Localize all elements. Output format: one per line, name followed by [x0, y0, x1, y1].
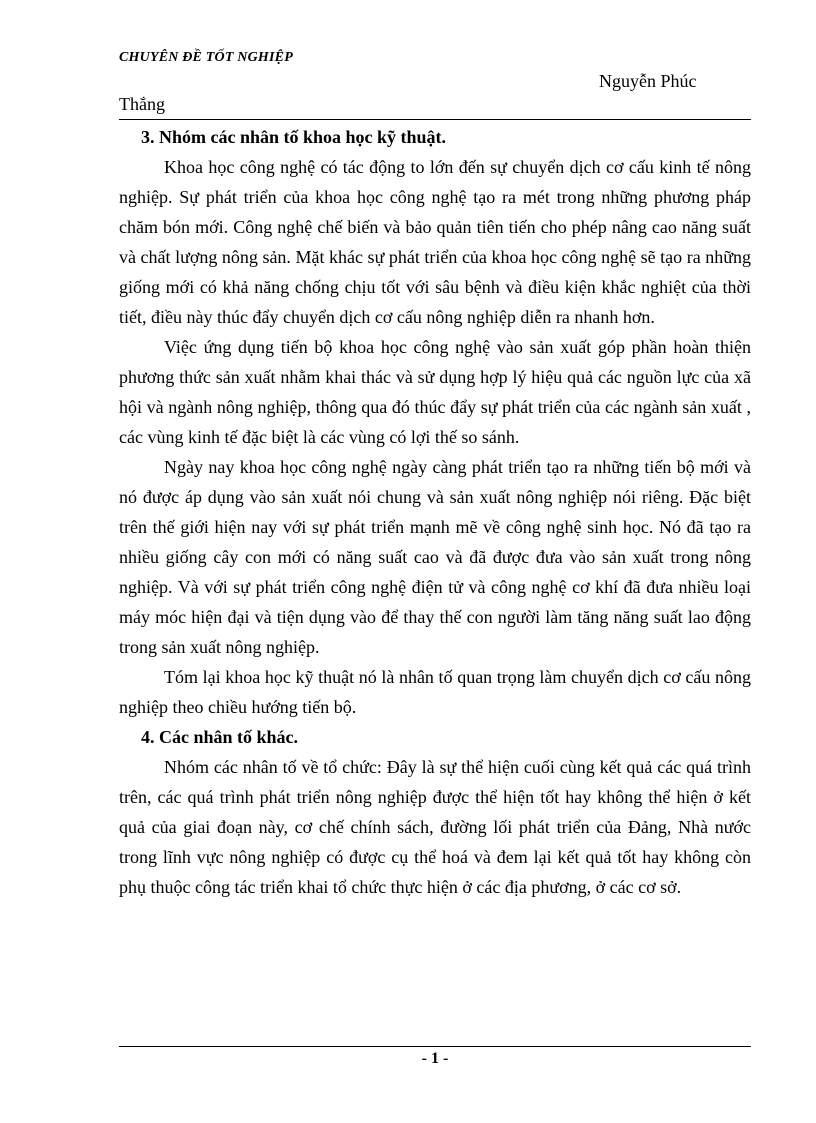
header-author-name: Nguyễn Phúc: [599, 71, 697, 91]
paragraph: Khoa học công nghệ có tác động to lớn đến sự chuyển dịch cơ cấu kinh tế nông nghiệp. Sự phát triển của khoa học công nghệ tạo ra mét trong những phương pháp chăm bón mới. Công nghệ chế biến và bảo quản tiên tiến cho phép nâng cao năng suất và chất lượng nông sản. Mặt khác sự phát triển của khoa học công nghệ sẽ tạo ra những giống mới có khả năng chống chịu tốt với sâu bệnh và điều kiện khắc nghiệt của thời tiết, điều này thúc đẩy chuyển dịch cơ cấu nông nghiệp diễn ra nhanh hơn.: [119, 157, 751, 327]
document-header-title: CHUYÊN ĐỀ TỐT NGHIỆP: [119, 50, 293, 65]
document-body: [119, 122, 751, 902]
header-divider: [119, 119, 751, 120]
paragraph: Ngày nay khoa học công nghệ ngày càng phát triển tạo ra những tiến bộ mới và nó được áp dụng vào sản xuất nói chung và sản xuất nông nghiệp nói riêng. Đặc biệt trên thế giới hiện nay với sự phát triển mạnh mẽ về công nghệ sinh học. Nó đã tạo ra nhiều giống cây con mới có năng suất cao và đã được đưa vào sản xuất trong nông nghiệp. Và với sự phát triển công nghệ điện tử và công nghệ cơ khí đã đưa nhiều loại máy móc hiện đại và tiện dụng vào để thay thế con người làm tăng năng suất lao động trong sản xuất nông nghiệp.: [119, 457, 751, 657]
paragraph: Tóm lại khoa học kỹ thuật nó là nhân tố quan trọng làm chuyển dịch cơ cấu nông nghiệp theo chiều hướng tiến bộ.: [119, 667, 751, 717]
footer-divider: [119, 1046, 751, 1047]
paragraph: Việc ứng dụng tiến bộ khoa học công nghệ vào sản xuất góp phần hoàn thiện phương thức sản xuất nhằm khai thác và sử dụng hợp lý hiệu quả các nguồn lực của xã hội và ngành nông nghiệp, thông qua đó thúc đẩy sự phát triển của các ngành sản xuất , các vùng kinh tế đặc biệt là các vùng có lợi thế so sánh.: [119, 337, 751, 447]
section-heading-science-technology: 3. Nhóm các nhân tố khoa học kỹ thuật.: [141, 127, 447, 147]
section-heading-other-factors: 4. Các nhân tố khác.: [141, 727, 299, 747]
page-number: - 1 -: [421, 1050, 449, 1067]
paragraph: Nhóm các nhân tố về tổ chức: Đây là sự thể hiện cuối cùng kết quả các quá trình trên, các quá trình phát triển nông nghiệp được thể hiện tốt hay không thể hiện ở kết quả của giai đoạn này, cơ chế chính sách, đường lối phát triển của Đảng, Nhà nước trong lĩnh vực nông nghiệp có được cụ thể hoá và đem lại kết quả tốt hay không còn phụ thuộc công tác triển khai tổ chức thực hiện ở các địa phương, ở các cơ sở.: [119, 757, 751, 897]
header-author-name-continued: Thắng: [119, 94, 165, 114]
